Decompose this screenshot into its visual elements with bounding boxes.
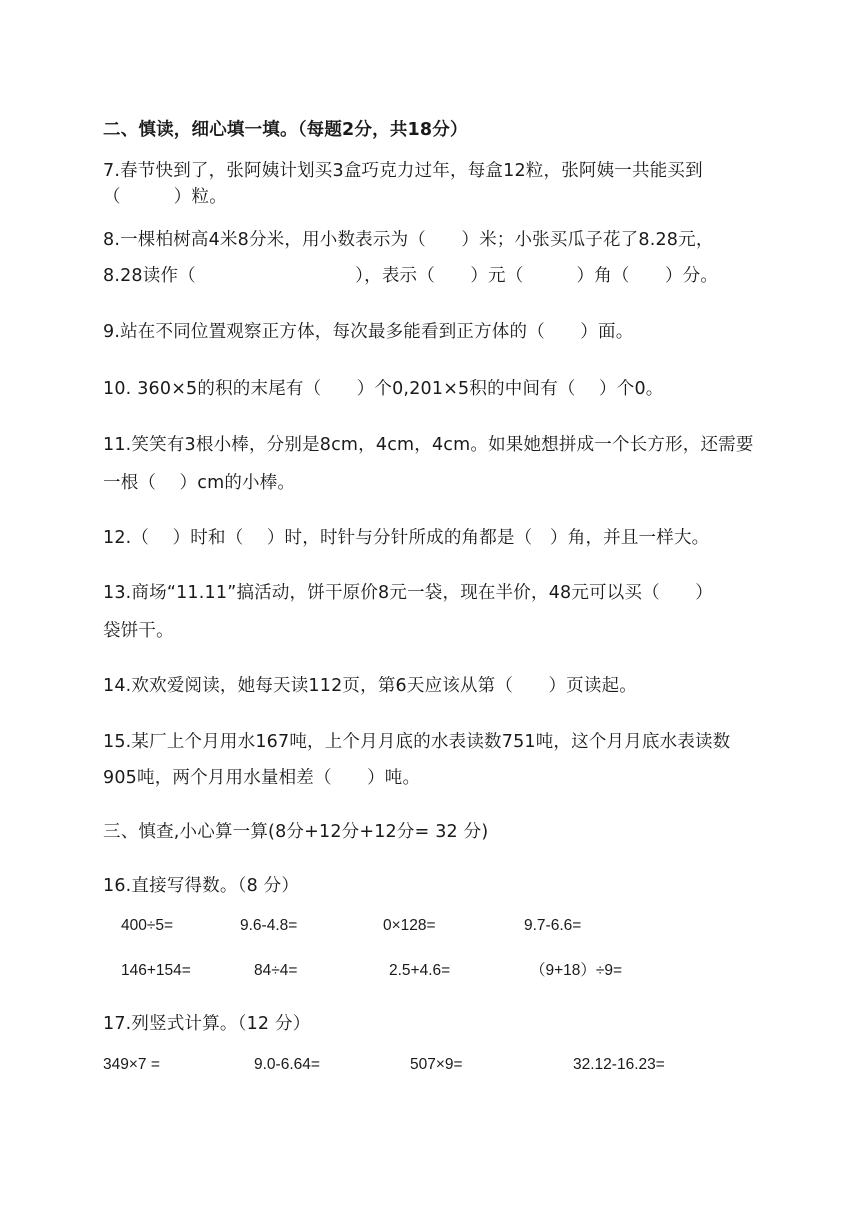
- q16-title: 16.直接写得数。（8 分）: [103, 876, 300, 896]
- q16-expr: 146+154=: [121, 962, 191, 979]
- q16-expr: 9.6-4.8=: [240, 917, 298, 934]
- q8-line2: 8.28读作（ ），表示（ ）元（ ）角（ ）分。: [103, 266, 719, 286]
- q9-line1: 9.站在不同位置观察正方体，每次最多能看到正方体的（ ）面。: [103, 322, 634, 342]
- q15-line1: 15.某厂上个月用水167吨，上个月月底的水表读数751吨，这个月月底水表读数: [103, 732, 731, 752]
- q17-expr: 32.12-16.23=: [573, 1056, 665, 1073]
- q15-line2: 905吨，两个月用水量相差（ ）吨。: [103, 768, 421, 788]
- q16-expr: 9.7-6.6=: [524, 917, 582, 934]
- q10-line1: 10. 360×5的积的末尾有（ ）个0,201×5积的中间有（ ）个0。: [103, 379, 664, 399]
- section-three-heading: 三、慎查,小心算一算(8分+12分+12分= 32 分): [103, 822, 489, 842]
- section-two-heading: 二、慎读，细心填一填。（每题2分，共18分）: [103, 120, 468, 140]
- q16-expr: 400÷5=: [121, 917, 174, 934]
- q13-line2: 袋饼干。: [103, 621, 174, 641]
- q8-line1: 8.一棵柏树高4米8分米，用小数表示为（ ）米；小张买瓜子花了8.28元，: [103, 230, 714, 250]
- q16-expr: 2.5+4.6=: [389, 962, 451, 979]
- q17-expr: 349×7 =: [103, 1056, 160, 1073]
- q13-line1: 13.商场“11.11”搞活动，饼干原价8元一袋，现在半价，48元可以买（ ）: [103, 583, 713, 603]
- q14-line1: 14.欢欢爱阅读，她每天读112页，第6天应该从第（ ）页读起。: [103, 676, 637, 696]
- q17-expr: 9.0-6.64=: [254, 1056, 320, 1073]
- q17-expr: 507×9=: [410, 1056, 463, 1073]
- q7-line1: 7.春节快到了，张阿姨计划买3盒巧克力过年，每盒12粒，张阿姨一共能买到: [103, 161, 703, 181]
- q17-title: 17.列竖式计算。（12 分）: [103, 1014, 311, 1034]
- q16-expr: 0×128=: [383, 917, 436, 934]
- q7-line2: （ ）粒。: [103, 187, 227, 207]
- q12-line1: 12.（ ）时和（ ）时，时针与分针所成的角都是（ ）角，并且一样大。: [103, 528, 710, 548]
- q11-line2: 一根（ ）cm的小棒。: [103, 473, 296, 493]
- q16-expr: （9+18）÷9=: [530, 962, 623, 979]
- q11-line1: 11.笑笑有3根小棒，分别是8cm，4cm，4cm。如果她想拼成一个长方形，还需要: [103, 435, 754, 455]
- q16-expr: 84÷4=: [254, 962, 298, 979]
